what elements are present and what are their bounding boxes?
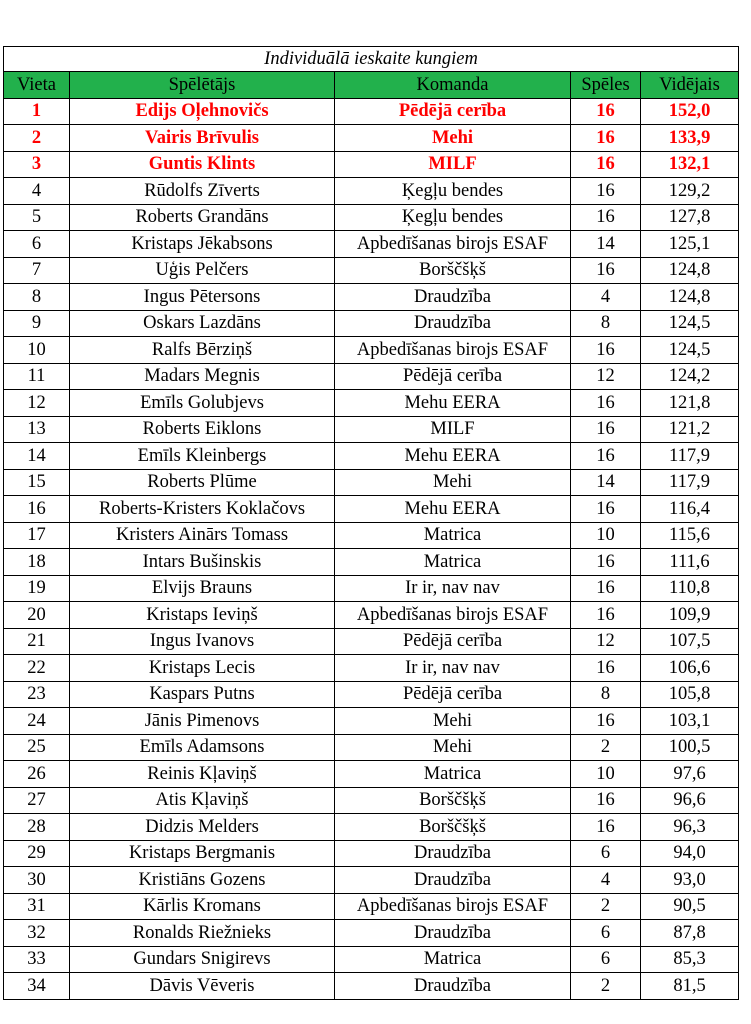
average-cell: 105,8 bbox=[641, 681, 739, 708]
place-cell: 17 bbox=[4, 522, 70, 549]
average-cell: 132,1 bbox=[641, 151, 739, 178]
player-cell: Kārlis Kromans bbox=[70, 893, 335, 920]
player-cell: Kristaps Ieviņš bbox=[70, 602, 335, 629]
table-row bbox=[4, 443, 739, 470]
team-cell: Draudzība bbox=[335, 310, 571, 337]
table-row bbox=[4, 98, 739, 125]
player-cell: Kaspars Putns bbox=[70, 681, 335, 708]
table-row bbox=[4, 337, 739, 364]
player-cell: Emīls Golubjevs bbox=[70, 390, 335, 417]
place-cell: 21 bbox=[4, 628, 70, 655]
table-row bbox=[4, 390, 739, 417]
team-cell: Pēdējā cerība bbox=[335, 98, 571, 125]
player-cell: Uģis Pelčers bbox=[70, 257, 335, 284]
table-row bbox=[4, 973, 739, 1000]
player-cell: Madars Megnis bbox=[70, 363, 335, 390]
column-header-average: Vidējais bbox=[641, 72, 739, 99]
games-cell: 12 bbox=[571, 363, 641, 390]
table-row bbox=[4, 125, 739, 152]
games-cell: 16 bbox=[571, 787, 641, 814]
place-cell: 13 bbox=[4, 416, 70, 443]
team-cell: Mehi bbox=[335, 708, 571, 735]
place-cell: 16 bbox=[4, 496, 70, 523]
player-cell: Kristiāns Gozens bbox=[70, 867, 335, 894]
average-cell: 94,0 bbox=[641, 840, 739, 867]
average-cell: 124,8 bbox=[641, 284, 739, 311]
table-row bbox=[4, 681, 739, 708]
average-cell: 117,9 bbox=[641, 443, 739, 470]
table-row bbox=[4, 787, 739, 814]
place-cell: 1 bbox=[4, 98, 70, 125]
average-cell: 90,5 bbox=[641, 893, 739, 920]
average-cell: 81,5 bbox=[641, 973, 739, 1000]
place-cell: 15 bbox=[4, 469, 70, 496]
table-row bbox=[4, 416, 739, 443]
team-cell: Borščšķš bbox=[335, 787, 571, 814]
games-cell: 6 bbox=[571, 946, 641, 973]
average-cell: 111,6 bbox=[641, 549, 739, 576]
player-cell: Roberts Grandāns bbox=[70, 204, 335, 231]
player-cell: Ingus Ivanovs bbox=[70, 628, 335, 655]
average-cell: 133,9 bbox=[641, 125, 739, 152]
team-cell: Draudzība bbox=[335, 284, 571, 311]
table-row bbox=[4, 231, 739, 258]
average-cell: 124,8 bbox=[641, 257, 739, 284]
player-cell: Kristaps Lecis bbox=[70, 655, 335, 682]
place-cell: 34 bbox=[4, 973, 70, 1000]
team-cell: Mehu EERA bbox=[335, 443, 571, 470]
player-cell: Edijs Oļehnovičs bbox=[70, 98, 335, 125]
games-cell: 2 bbox=[571, 734, 641, 761]
games-cell: 16 bbox=[571, 257, 641, 284]
team-cell: Apbedīšanas birojs ESAF bbox=[335, 602, 571, 629]
column-header-place: Vieta bbox=[4, 72, 70, 99]
games-cell: 16 bbox=[571, 575, 641, 602]
team-cell: Borščšķš bbox=[335, 814, 571, 841]
table-row bbox=[4, 655, 739, 682]
team-cell: Pēdējā cerība bbox=[335, 628, 571, 655]
table-row bbox=[4, 522, 739, 549]
games-cell: 16 bbox=[571, 337, 641, 364]
average-cell: 115,6 bbox=[641, 522, 739, 549]
table-row bbox=[4, 310, 739, 337]
games-cell: 10 bbox=[571, 522, 641, 549]
table-row bbox=[4, 602, 739, 629]
games-cell: 16 bbox=[571, 204, 641, 231]
player-cell: Reinis Kļaviņš bbox=[70, 761, 335, 788]
team-cell: Mehi bbox=[335, 125, 571, 152]
team-cell: Apbedīšanas birojs ESAF bbox=[335, 337, 571, 364]
player-cell: Kristaps Bergmanis bbox=[70, 840, 335, 867]
place-cell: 24 bbox=[4, 708, 70, 735]
games-cell: 16 bbox=[571, 125, 641, 152]
games-cell: 16 bbox=[571, 814, 641, 841]
player-cell: Ingus Pētersons bbox=[70, 284, 335, 311]
table-row bbox=[4, 204, 739, 231]
place-cell: 10 bbox=[4, 337, 70, 364]
player-cell: Didzis Melders bbox=[70, 814, 335, 841]
average-cell: 85,3 bbox=[641, 946, 739, 973]
games-cell: 10 bbox=[571, 761, 641, 788]
team-cell: Draudzība bbox=[335, 867, 571, 894]
games-cell: 6 bbox=[571, 920, 641, 947]
player-cell: Emīls Adamsons bbox=[70, 734, 335, 761]
standings-table bbox=[3, 46, 739, 1000]
player-cell: Intars Bušinskis bbox=[70, 549, 335, 576]
place-cell: 11 bbox=[4, 363, 70, 390]
games-cell: 16 bbox=[571, 602, 641, 629]
average-cell: 124,2 bbox=[641, 363, 739, 390]
table-row bbox=[4, 734, 739, 761]
table-row bbox=[4, 946, 739, 973]
place-cell: 4 bbox=[4, 178, 70, 205]
average-cell: 96,6 bbox=[641, 787, 739, 814]
team-cell: Matrica bbox=[335, 549, 571, 576]
games-cell: 16 bbox=[571, 655, 641, 682]
team-cell: Mehu EERA bbox=[335, 390, 571, 417]
table-row bbox=[4, 920, 739, 947]
place-cell: 22 bbox=[4, 655, 70, 682]
place-cell: 28 bbox=[4, 814, 70, 841]
team-cell: Apbedīšanas birojs ESAF bbox=[335, 893, 571, 920]
average-cell: 129,2 bbox=[641, 178, 739, 205]
team-cell: Pēdējā cerība bbox=[335, 681, 571, 708]
table-row bbox=[4, 814, 739, 841]
average-cell: 107,5 bbox=[641, 628, 739, 655]
games-cell: 14 bbox=[571, 231, 641, 258]
games-cell: 8 bbox=[571, 310, 641, 337]
table-row bbox=[4, 893, 739, 920]
place-cell: 19 bbox=[4, 575, 70, 602]
team-cell: Draudzība bbox=[335, 973, 571, 1000]
average-cell: 110,8 bbox=[641, 575, 739, 602]
table-row bbox=[4, 469, 739, 496]
team-cell: Matrica bbox=[335, 522, 571, 549]
column-header-games: Spēles bbox=[571, 72, 641, 99]
average-cell: 124,5 bbox=[641, 337, 739, 364]
player-cell: Oskars Lazdāns bbox=[70, 310, 335, 337]
team-cell: Pēdējā cerība bbox=[335, 363, 571, 390]
table-row bbox=[4, 761, 739, 788]
table-row bbox=[4, 151, 739, 178]
games-cell: 4 bbox=[571, 284, 641, 311]
place-cell: 25 bbox=[4, 734, 70, 761]
team-cell: Borščšķš bbox=[335, 257, 571, 284]
team-cell: Ķegļu bendes bbox=[335, 204, 571, 231]
average-cell: 93,0 bbox=[641, 867, 739, 894]
table-row bbox=[4, 496, 739, 523]
player-cell: Rūdolfs Zīverts bbox=[70, 178, 335, 205]
games-cell: 16 bbox=[571, 496, 641, 523]
place-cell: 32 bbox=[4, 920, 70, 947]
place-cell: 26 bbox=[4, 761, 70, 788]
player-cell: Jānis Pimenovs bbox=[70, 708, 335, 735]
table-row bbox=[4, 257, 739, 284]
table-row bbox=[4, 628, 739, 655]
place-cell: 27 bbox=[4, 787, 70, 814]
games-cell: 16 bbox=[571, 98, 641, 125]
player-cell: Roberts-Kristers Koklačovs bbox=[70, 496, 335, 523]
team-cell: Draudzība bbox=[335, 840, 571, 867]
games-cell: 2 bbox=[571, 973, 641, 1000]
player-cell: Kristaps Jēkabsons bbox=[70, 231, 335, 258]
average-cell: 124,5 bbox=[641, 310, 739, 337]
average-cell: 127,8 bbox=[641, 204, 739, 231]
games-cell: 14 bbox=[571, 469, 641, 496]
place-cell: 33 bbox=[4, 946, 70, 973]
games-cell: 12 bbox=[571, 628, 641, 655]
average-cell: 121,2 bbox=[641, 416, 739, 443]
place-cell: 7 bbox=[4, 257, 70, 284]
team-cell: Matrica bbox=[335, 761, 571, 788]
games-cell: 16 bbox=[571, 390, 641, 417]
place-cell: 9 bbox=[4, 310, 70, 337]
team-cell: Draudzība bbox=[335, 920, 571, 947]
average-cell: 106,6 bbox=[641, 655, 739, 682]
team-cell: Mehi bbox=[335, 469, 571, 496]
player-cell: Emīls Kleinbergs bbox=[70, 443, 335, 470]
table-row bbox=[4, 363, 739, 390]
place-cell: 8 bbox=[4, 284, 70, 311]
player-cell: Ronalds Riežnieks bbox=[70, 920, 335, 947]
player-cell: Roberts Plūme bbox=[70, 469, 335, 496]
player-cell: Gundars Snigirevs bbox=[70, 946, 335, 973]
average-cell: 121,8 bbox=[641, 390, 739, 417]
column-header-player: Spēlētājs bbox=[70, 72, 335, 99]
place-cell: 5 bbox=[4, 204, 70, 231]
player-cell: Vairis Brīvulis bbox=[70, 125, 335, 152]
place-cell: 12 bbox=[4, 390, 70, 417]
column-header-team: Komanda bbox=[335, 72, 571, 99]
games-cell: 16 bbox=[571, 151, 641, 178]
team-cell: Apbedīšanas birojs ESAF bbox=[335, 231, 571, 258]
table-row bbox=[4, 549, 739, 576]
place-cell: 20 bbox=[4, 602, 70, 629]
place-cell: 3 bbox=[4, 151, 70, 178]
team-cell: MILF bbox=[335, 151, 571, 178]
player-cell: Elvijs Brauns bbox=[70, 575, 335, 602]
player-cell: Kristers Ainārs Tomass bbox=[70, 522, 335, 549]
team-cell: Ir ir, nav nav bbox=[335, 655, 571, 682]
table-row bbox=[4, 867, 739, 894]
player-cell: Dāvis Vēveris bbox=[70, 973, 335, 1000]
games-cell: 16 bbox=[571, 416, 641, 443]
team-cell: Ir ir, nav nav bbox=[335, 575, 571, 602]
place-cell: 14 bbox=[4, 443, 70, 470]
average-cell: 87,8 bbox=[641, 920, 739, 947]
games-cell: 8 bbox=[571, 681, 641, 708]
team-cell: MILF bbox=[335, 416, 571, 443]
place-cell: 23 bbox=[4, 681, 70, 708]
average-cell: 97,6 bbox=[641, 761, 739, 788]
place-cell: 2 bbox=[4, 125, 70, 152]
games-cell: 16 bbox=[571, 708, 641, 735]
team-cell: Matrica bbox=[335, 946, 571, 973]
average-cell: 96,3 bbox=[641, 814, 739, 841]
games-cell: 2 bbox=[571, 893, 641, 920]
average-cell: 109,9 bbox=[641, 602, 739, 629]
average-cell: 100,5 bbox=[641, 734, 739, 761]
games-cell: 16 bbox=[571, 443, 641, 470]
player-cell: Guntis Klints bbox=[70, 151, 335, 178]
games-cell: 4 bbox=[571, 867, 641, 894]
player-cell: Ralfs Bērziņš bbox=[70, 337, 335, 364]
average-cell: 125,1 bbox=[641, 231, 739, 258]
place-cell: 6 bbox=[4, 231, 70, 258]
games-cell: 6 bbox=[571, 840, 641, 867]
table-row bbox=[4, 284, 739, 311]
team-cell: Mehu EERA bbox=[335, 496, 571, 523]
player-cell: Roberts Eiklons bbox=[70, 416, 335, 443]
games-cell: 16 bbox=[571, 178, 641, 205]
table-row bbox=[4, 708, 739, 735]
table-title: Individuālā ieskaite kungiem bbox=[4, 47, 739, 72]
table-row bbox=[4, 840, 739, 867]
team-cell: Ķegļu bendes bbox=[335, 178, 571, 205]
games-cell: 16 bbox=[571, 549, 641, 576]
average-cell: 103,1 bbox=[641, 708, 739, 735]
average-cell: 117,9 bbox=[641, 469, 739, 496]
player-cell: Atis Kļaviņš bbox=[70, 787, 335, 814]
average-cell: 152,0 bbox=[641, 98, 739, 125]
place-cell: 18 bbox=[4, 549, 70, 576]
table-row bbox=[4, 575, 739, 602]
average-cell: 116,4 bbox=[641, 496, 739, 523]
place-cell: 29 bbox=[4, 840, 70, 867]
team-cell: Mehi bbox=[335, 734, 571, 761]
header-row bbox=[4, 72, 739, 99]
table-row bbox=[4, 178, 739, 205]
place-cell: 30 bbox=[4, 867, 70, 894]
place-cell: 31 bbox=[4, 893, 70, 920]
